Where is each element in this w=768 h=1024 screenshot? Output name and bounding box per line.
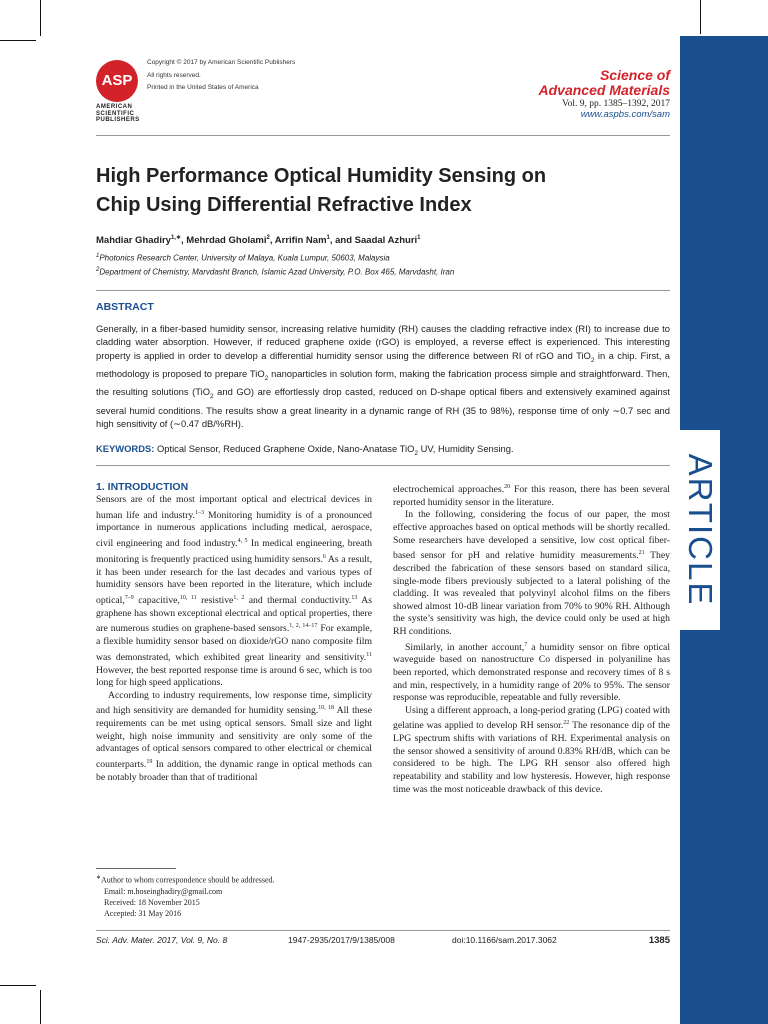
keywords [96, 443, 670, 457]
keywords-divider [96, 465, 670, 466]
journal-name-line1: Science of [599, 67, 670, 83]
footnote-correspondence: ∗Author to whom correspondence should be addressed. [96, 875, 275, 885]
abstract-heading: ABSTRACT [96, 301, 154, 313]
footnote-email: Email: m.hoseinghadiry@gmail.com [104, 886, 223, 896]
keywords-list: Optical Sensor, Reduced Graphene Oxide, Nano-Anatase TiO$_2$ UV, Humidity Sensing. [156, 443, 514, 457]
header-divider [96, 135, 670, 136]
keywords-label: KEYWORDS: [96, 443, 155, 454]
body-column-left [96, 494, 372, 784]
crop-mark-left-bottom [0, 985, 36, 986]
journal-name-line2: Advanced Materials [538, 82, 670, 98]
footnote-accepted: Accepted: 31 May 2016 [104, 909, 182, 919]
crop-mark-bottom-left [40, 990, 41, 1024]
crop-mark-top-left [40, 0, 41, 36]
affiliation-1: $^1$Photonics Research Center, University of Malaya, Kuala Lumpur, 50603, Malaysia [96, 253, 390, 263]
title-line: Chip Using Differential Refractive Index [96, 194, 472, 216]
copyright-notice [147, 57, 295, 95]
publisher-line: AMERICAN [96, 104, 133, 110]
footnote-divider [96, 868, 176, 869]
paragraph: Using a different approach, a long-period grating (LPG) coated with gelatine was applied to develop RH sensor.$^{22}$ The resonance dip of the LPG spectrum shifts with variations of RH. Experimental analysis on the sensor showed a sensitivity of around 0.83% RH/dB, which can be considered to be high. The LPG RH sensor also offered high repeatability and stability and low hysteresis. However, high response time was the most noticeable drawback of this device. [393, 704, 670, 795]
publisher-line: SCIENTIFIC [96, 110, 135, 117]
publisher-logo-text: ASP [101, 72, 133, 89]
paragraph: In the following, considering the focus of our paper, the most effective approaches based on optical methods will be shortly recalled. Some researchers have developed a sensitive, low cost optical fiber-based sensor for pH and relative humidity measurements.$^{21}$ They described the fabrication of these sensors based on standard silica, single-mode fibers previously subjected to a lateral polishing of the cladding. It was revealed that polyvinyl alcohol films on the fibers showed almost 10-dB linear variation from 70% to 90% RH. Although the syste’s sensitivity was high, the device could only be used at high RH conditions. [393, 509, 670, 637]
copyright-line: All rights reserved. [147, 71, 201, 79]
publisher-name [96, 104, 140, 124]
journal-url-link[interactable]: www.aspbs.com/sam [580, 109, 670, 120]
paragraph: Sensors are of the most important optical and electrical devices in human life and industry.$^{1-3}$ Monitoring humidity is of a pronounced importance in numerous applications including medical, aerospace, civil engineering and food industry.$^{4, 5}$ In medical engineering, breath monitoring is frequently practiced using humidity sensors.$^6$ As a result, it has been under research for the last decades and various types of humidity sensors have been reported in the literature, which include optical,$^{7-9}$ capacitive,$^{10, 11}$ resistive$^{1, 2}$ and thermal conductivity.$^{13}$ As graphene has shown exceptional electrical and optical properties, there are numerous studies on graphene-based sensors.$^{1, 2, 14-17}$ For example, a flexible humidity sensor based on dioxide/rGO nano composite film was demonstrated, which exhibited great linearity and sensitivity.$^{11}$ However, the best reported response time is around 6 sec, which is too long for high speed applications. [96, 494, 373, 689]
affiliation-2: $^2$Department of Chemistry, Marvdasht Branch, Islamic Azad University, P.O. Box 465, Marvdasht, Iran [96, 267, 455, 277]
publisher-line: PUBLISHERS [96, 117, 140, 123]
footnotes [96, 873, 275, 919]
page-number: 1385 [648, 935, 670, 946]
journal-volume: Vol. 9, pp. 1385–1392, 2017 [561, 99, 670, 109]
abstract-body: Generally, in a fiber-based humidity sensor, increasing relative humidity (RH) causes the cladding refractive index (RI) to increase due to cladding water absorption. However, if reduced graphene oxide (rGO) is employed, a reverse effect is experienced. This interesting property is applied in order to develop a differential humidity sensor using the difference between RI of rGO and TiO$_2$ in a chip. First, a methodology is proposed to prepare TiO$_2$ nanoparticles in solution form, making the fabrication process simple and straightforward. Then, the resulting solutions (TiO$_2$ and GO) are effortlessly drop casted, reduced on D-shape optical fibers and extensively examined against several humid conditions. The results show a great linearity in a dynamic range of RH (35 to 98%), response time of only ∼0.7 sec and high sensitivity of (∼0.47 dB/%RH). [96, 323, 670, 430]
paragraph: electrochemical approaches.$^{20}$ For this reason, there has been several reported humidity sensor in the literature. [393, 484, 670, 508]
author-list: Mahdiar Ghadiry$^{1,∗}$, Mehrdad Gholami$^2$, Arrifin Nam$^1$, and Saadal Azhuri$^1$ [96, 235, 421, 247]
journal-info [539, 68, 671, 120]
footer-issn: 1947-2935/2017/9/1385/008 [288, 935, 395, 945]
article-side-label: ARTICLE [682, 453, 719, 607]
body-column-right [393, 481, 670, 796]
crop-mark-left-top [0, 40, 36, 41]
abstract-divider [96, 290, 670, 291]
title-line: High Performance Optical Humidity Sensing on [96, 165, 547, 187]
footer-doi[interactable]: doi:10.1166/sam.2017.3062 [452, 935, 557, 945]
footer-citation: Sci. Adv. Mater. 2017, Vol. 9, No. 8 [96, 935, 228, 945]
footer-divider [96, 930, 670, 931]
copyright-line: Copyright © 2017 by American Scientific Publishers [147, 59, 296, 66]
paragraph: Similarly, in another account,$^7$ a humidity sensor on fibre optical waveguide based on nanostructure Co dispersed in polyaniline has been reported, which demonstrated response and recovery times of 8 s and min, respectively, in a humidity range of 20% to 95%. The sensor response was reproducible, repeatable and fully reversible. [393, 641, 671, 704]
copyright-line: Printed in the United States of America [147, 84, 259, 91]
footnote-received: Received: 18 November 2015 [104, 898, 200, 908]
paragraph: According to industry requirements, low response time, simplicity and high sensitivity are demanded for humidity sensing.$^{10, 18}$ All these requirements can be met using optical sensors. Small size and light weight, high noise immunity and sensitivity are only some of the advantages of optical sensors compared to other electrical or chemical counterparts.$^{19}$ In addition, the dynamic range in optical methods can be notably broader than that of traditional [96, 689, 372, 783]
crop-mark-top-right [700, 0, 701, 34]
section-heading-introduction: 1. INTRODUCTION [96, 481, 189, 493]
article-title [96, 162, 666, 220]
